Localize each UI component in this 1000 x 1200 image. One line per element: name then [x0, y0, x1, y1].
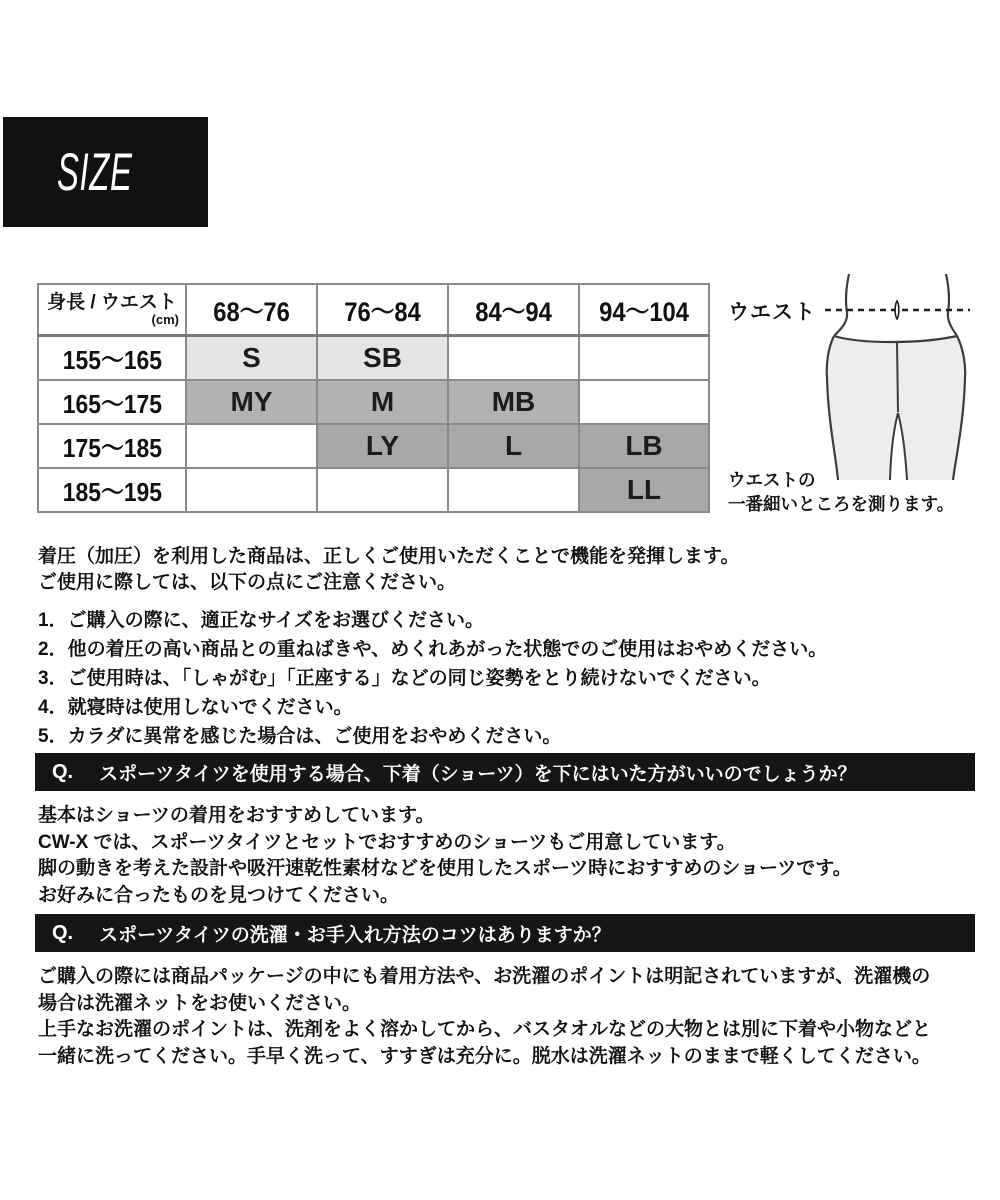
- size-cell: LB: [579, 424, 709, 468]
- size-cell: LY: [317, 424, 448, 468]
- usage-note-item: 2．他の着圧の高い商品との重ねばきや、めくれあがった状態でのご使用はおやめください。: [38, 639, 828, 660]
- waist-measure-caption: ウエストの 一番細いところを測ります。: [728, 470, 955, 514]
- height-range-label: 185〜195: [38, 468, 186, 512]
- waist-measure-label: ウエスト: [728, 301, 816, 324]
- size-cell: M: [317, 380, 448, 424]
- size-chart-row: [38, 336, 709, 381]
- question-text: スポーツタイツの洗濯・お手入れ方法のコツはありますか？: [99, 924, 611, 946]
- usage-note-item: 4．就寝時は使用しないでください。: [38, 697, 353, 718]
- unit-cm-label: (cm): [151, 311, 179, 327]
- torso-right-line: [946, 274, 957, 336]
- question-prefix: Q.: [52, 921, 74, 944]
- torso-left-line: [834, 274, 849, 336]
- size-cell: [317, 468, 448, 512]
- size-chart-header-row: [38, 284, 709, 336]
- waist-measurement-diagram-icon: [810, 272, 975, 480]
- faq-answer: 基本はショーツの着用をおすすめしています。 CW-X では、スポーツタイツとセットでおすすめのショーツもご用意しています。 脚の動きを考えた設計や吸汗速乾性素材などを使用したスポーツ時におすすめのショーツです。 お好みに合ったものを見つけてください。: [38, 805, 852, 906]
- height-range-label: 165〜175: [38, 380, 186, 424]
- size-section-banner: [3, 117, 208, 227]
- faq-answer: ご購入の際には商品パッケージの中にも着用方法や、お洗濯のポイントは明記されていますが、洗濯機の 場合は洗濯ネットをお使いください。 上手なお洗濯のポイントは、洗剤をよく溶かしてから、バスタオルなどの大物とは別に下着や小物などと 一緒に洗ってください。手早く洗って、すすぎは充分に。脱水は洗濯ネットのままで軽くしてください。: [38, 966, 932, 1067]
- center-seam-line: [897, 341, 898, 412]
- height-range-label: 155〜165: [38, 336, 186, 381]
- size-section-title: SIZE: [57, 142, 133, 202]
- question-text: スポーツタイツを使用する場合、下着（ショーツ）を下にはいた方がいいのでしょうか？: [99, 763, 857, 785]
- compression-usage-intro: 着圧（加圧）を利用した商品は、正しくご使用いただくことで機能を発揮します。 ご使用に際しては、以下の点にご注意ください。: [38, 546, 740, 593]
- faq-question-bar: [35, 753, 975, 791]
- size-cell: [448, 336, 579, 381]
- waist-range-header: 84〜94: [448, 284, 579, 336]
- usage-note-item: 5．カラダに異常を感じた場合は、ご使用をおやめください。: [38, 726, 562, 747]
- question-prefix: Q.: [52, 760, 74, 783]
- size-chart-table: [37, 283, 710, 513]
- size-cell: MB: [448, 380, 579, 424]
- size-chart-row: [38, 424, 709, 468]
- usage-note-item: 1．ご購入の際に、適正なサイズをお選びください。: [38, 610, 485, 631]
- size-cell: L: [448, 424, 579, 468]
- size-cell: [579, 380, 709, 424]
- size-cell: MY: [186, 380, 317, 424]
- height-range-label: 175〜185: [38, 424, 186, 468]
- faq-question-bar: [35, 914, 975, 952]
- size-cell: S: [186, 336, 317, 381]
- size-cell: [186, 468, 317, 512]
- size-cell: [579, 336, 709, 381]
- height-waist-corner-cell: [38, 284, 186, 336]
- waist-range-header: 68〜76: [186, 284, 317, 336]
- size-cell: [186, 424, 317, 468]
- tights-fill: [827, 336, 965, 480]
- height-waist-label: 身長 / ウエスト: [47, 291, 177, 313]
- size-cell: SB: [317, 336, 448, 381]
- navel-marker-icon: [895, 301, 899, 319]
- size-chart-row: [38, 468, 709, 512]
- size-cell: [448, 468, 579, 512]
- usage-note-item: 3．ご使用時は、「しゃがむ」「正座する」などの同じ姿勢をとり続けないでください。: [38, 668, 771, 689]
- waist-range-header: 76〜84: [317, 284, 448, 336]
- size-chart-row: [38, 380, 709, 424]
- size-cell: LL: [579, 468, 709, 512]
- waist-range-header: 94〜104: [579, 284, 709, 336]
- usage-notes-list: [38, 606, 827, 751]
